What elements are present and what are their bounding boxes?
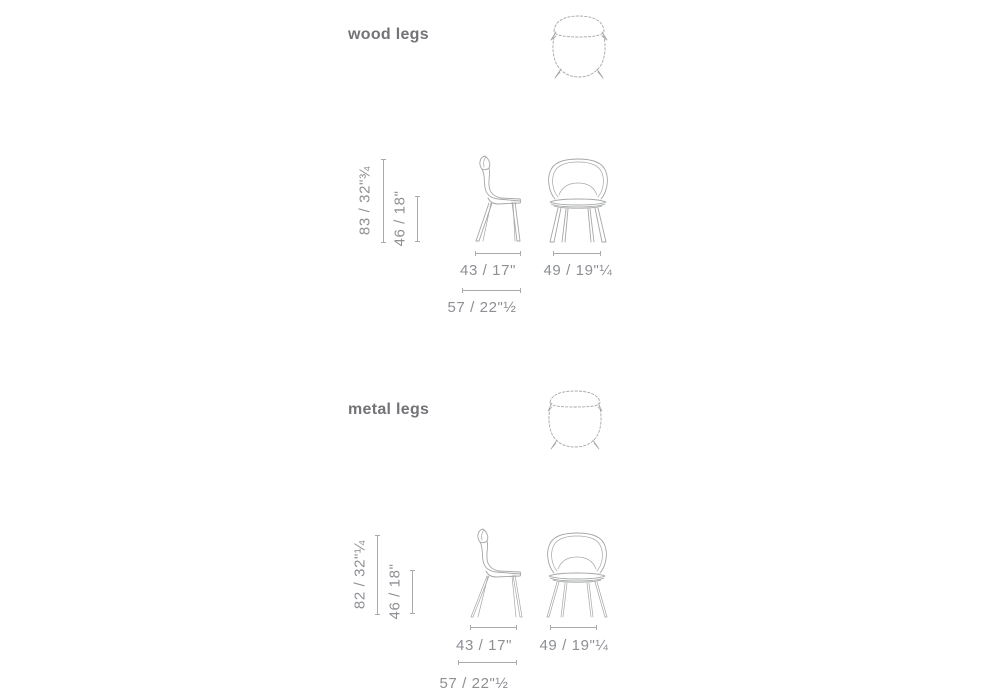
dim-label-total-width: 57 / 22"½ (447, 299, 517, 316)
chair-top-view-drawing (546, 388, 604, 450)
section-title-wood-legs: wood legs (348, 26, 429, 43)
chair-front-view-drawing (546, 158, 610, 244)
chair-front-view-drawing (543, 532, 611, 619)
dim-line-seat-width (550, 627, 597, 628)
dim-label-seat-height: 46 / 18" (386, 563, 404, 620)
dim-label-total-height: 83 / 32"¾ (356, 165, 374, 236)
dim-label-seat-width: 49 / 19"¼ (539, 637, 609, 654)
dim-line-total-height (377, 535, 378, 615)
dim-line-total-width (462, 290, 521, 291)
dim-line-total-width (458, 662, 517, 663)
dim-label-seat-width: 49 / 19"¼ (543, 262, 613, 279)
dim-label-depth: 43 / 17" (460, 262, 516, 279)
chair-top-view-drawing (549, 12, 609, 79)
dim-line-seat-width (553, 253, 601, 254)
dim-line-depth (475, 253, 521, 254)
chair-side-view-drawing (458, 528, 526, 620)
dim-label-total-width: 57 / 22"½ (439, 675, 509, 692)
dim-label-seat-height: 46 / 18" (391, 190, 409, 247)
dim-line-total-height (383, 159, 384, 243)
dim-label-depth: 43 / 17" (456, 637, 512, 654)
dim-line-seat-height (417, 196, 418, 242)
dim-line-depth (470, 627, 517, 628)
dim-label-total-height: 82 / 32"¼ (351, 539, 369, 610)
chair-side-view-drawing (462, 155, 524, 245)
section-title-metal-legs: metal legs (348, 401, 430, 418)
dim-line-seat-height (412, 570, 413, 614)
